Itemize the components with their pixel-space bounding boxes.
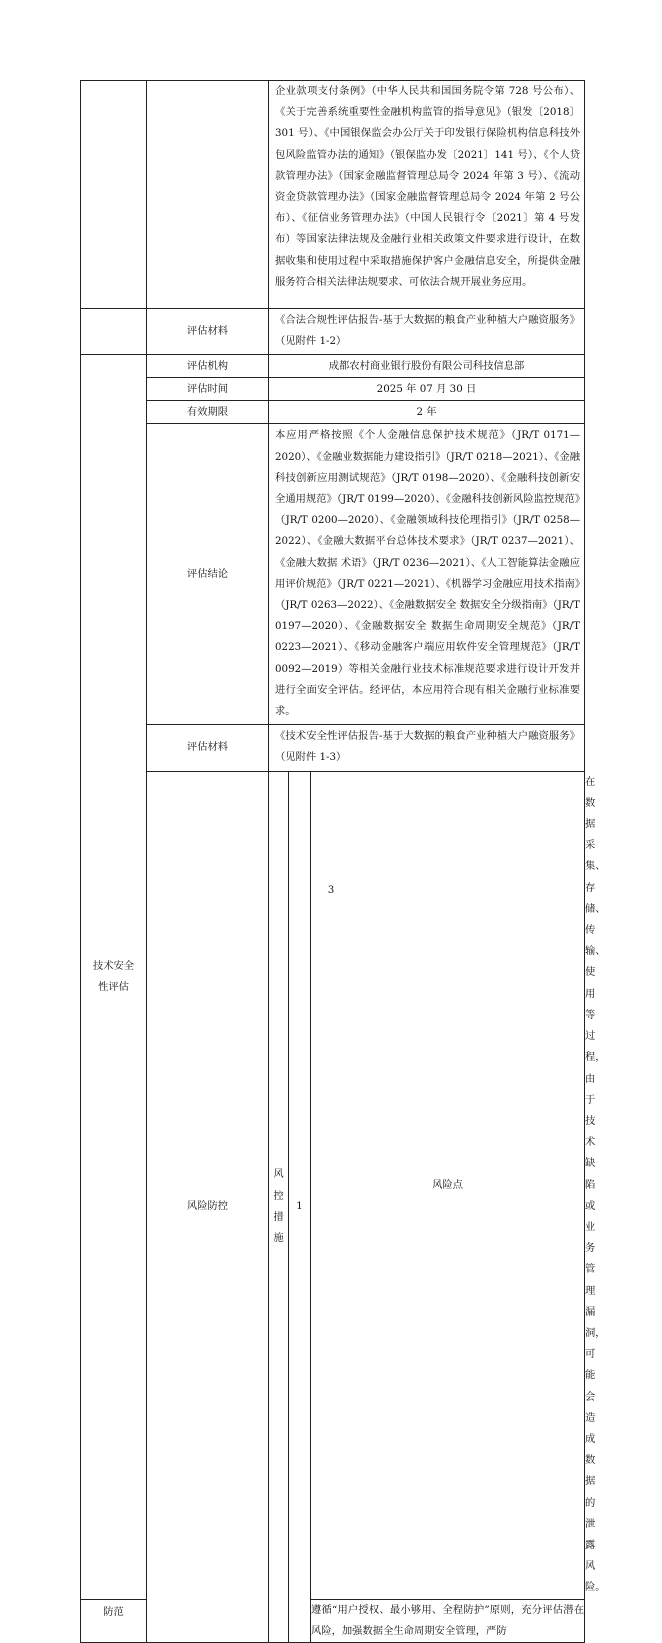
tech-conclusion-row <box>81 424 585 725</box>
page-number: 3 <box>327 885 335 896</box>
legal-material-text: 《合法合规性评估报告-基于大数据的粮食产业种植大户融资服务》（见附件 1-2） <box>269 309 585 355</box>
assessment-table <box>80 80 606 1643</box>
risk-point-label: 风险点 <box>311 771 585 1599</box>
legal-material-row <box>81 309 585 355</box>
legal-basis-text: 企业款项支付条例》（中华人民共和国国务院令第 728 号公布）、《关于完善系统重要性金融机构监管的指导意见》（银发〔2018〕301 号）、《中国银保监会办公厅关于印发银行保险机构信息科技外包风险监管办法的通知》（银保监办发〔2021〕141 号）、《个人贷款管理办法》（国家金融监督管理总局令 2024 年第 3 号）、《流动资金贷款管理办法》（国家金融监督管理总局令 2024 年第 2 号公布）、《征信业务管理办法》（中国人民银行令〔2021〕第 4 号发布）等国家法律法规及金融行业相关政策文件要求进行设计，在数据收集和使用过程中采取措施保护客户金融信息安全，所提供金融服务符合相关法律法规要求、可依法合规开展业务应用。 <box>269 81 585 309</box>
tech-validity-value: 2 年 <box>269 401 585 424</box>
tech-org-label: 评估机构 <box>147 355 269 378</box>
risk-point-row: 风险防控 风控措施 1 风险点 在数据采集、存储、传输、使用等过程，由于技术缺陷或业务管理漏洞，可能会造成数据的泄露风险。 <box>81 771 585 1599</box>
risk-measures-label: 风控措施 <box>269 771 289 1642</box>
tech-time-row <box>81 378 585 401</box>
tech-time-label: 评估时间 <box>147 378 269 401</box>
tech-category-label: 技术安全性评估 <box>81 355 147 1599</box>
tech-org-row <box>81 355 585 378</box>
risk-item-number: 1 <box>289 771 311 1642</box>
label-cell-continued <box>147 81 269 309</box>
prevention-label: 防范 <box>81 1599 147 1642</box>
tech-conclusion-label: 评估结论 <box>147 424 269 725</box>
legal-basis-row <box>81 81 585 309</box>
tech-material-label: 评估材料 <box>147 725 269 771</box>
tech-material-text: 《技术安全性评估报告-基于大数据的粮食产业种植大户融资服务》（见附件 1-3） <box>269 725 585 771</box>
tech-material-row <box>81 725 585 771</box>
category-cell-continued <box>81 309 147 355</box>
legal-material-label: 评估材料 <box>147 309 269 355</box>
category-cell-continued <box>81 81 147 309</box>
risk-category-label: 风险防控 <box>147 771 269 1642</box>
tech-org-value: 成都农村商业银行股份有限公司科技信息部 <box>269 355 585 378</box>
tech-validity-label: 有效期限 <box>147 401 269 424</box>
prevention-text: 遵循“用户授权、最小够用、全程防护”原则，充分评估潜在风险，加强数据全生命周期安全管理，严防 <box>311 1599 585 1642</box>
tech-conclusion-text: 本应用严格按照《个人金融信息保护技术规范》（JR/T 0171—2020）、《金融业数据能力建设指引》（JR/T 0218—2021）、《金融科技创新应用测试规范》（JR/T 0198—2020）、《金融科技创新安全通用规范》（JR/T 0199—2020）、《金融科技创新风险监控规范》（JR/T 0200—2020）、《金融领域科技伦理指引》（JR/T 0258—2022）、《金融大数据平台总体技术要求》（JR/T 0237—2021）、《金融大数据 术语》（JR/T 0236—2021）、《人工智能算法金融应用评价规范》（JR/T 0221—2021）、《机器学习金融应用技术指南》（JR/T 0263—2022）、《金融数据安全 数据安全分级指南》（JR/T 0197—2020）、《金融数据安全 数据生命周期安全规范》（JR/T 0223—2021）、《移动金融客户端应用软件安全管理规范》（JR/T 0092—2019）等相关金融行业技术标准规范要求进行设计开发并进行全面安全评估。经评估，本应用符合现有相关金融行业标准要求。 <box>269 424 585 725</box>
tech-validity-row <box>81 401 585 424</box>
tech-time-value: 2025 年 07 月 30 日 <box>269 378 585 401</box>
